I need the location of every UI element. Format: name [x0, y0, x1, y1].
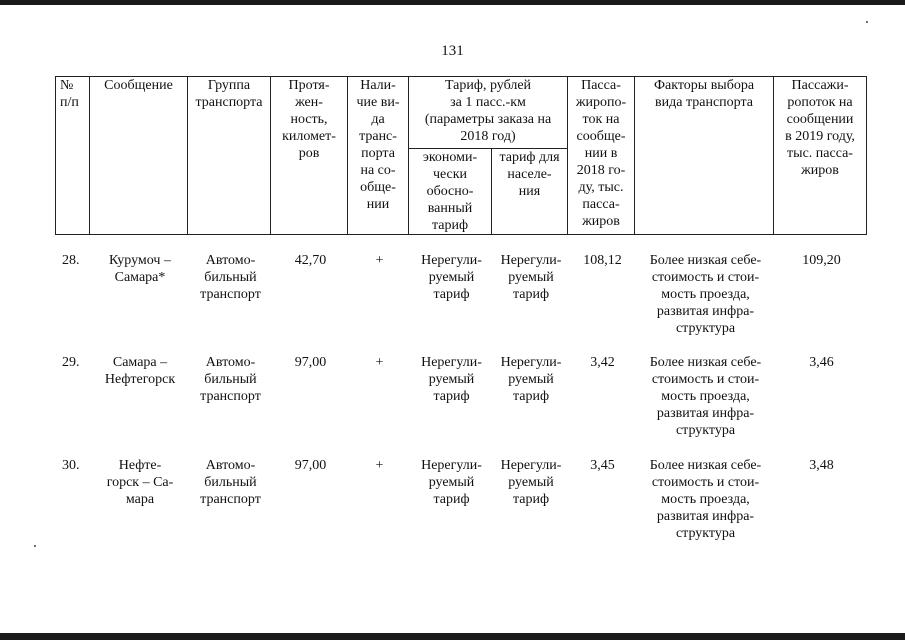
route-cell: Курумоч – Самара* [109, 253, 171, 285]
tariff-pop-cell: Нерегули- руемый тариф [500, 253, 562, 302]
row-number: 29. [62, 355, 80, 370]
table-row [55, 252, 866, 352]
row-number: 28. [62, 253, 80, 268]
header-length: Протя- жен- ность, километ- ров [271, 77, 348, 235]
header-route: Сообщение [90, 77, 188, 235]
transport-group-cell: Автомо- бильный транспорт [200, 458, 261, 507]
header-num: № п/п [56, 77, 90, 235]
factors-cell: Более низкая себе- стоимость и стои- мость проезда, развитая инфра- структура [649, 458, 762, 541]
header-tariff-pop: тариф для населе- ния [492, 149, 568, 235]
length-cell: 42,70 [294, 253, 327, 268]
flow-2019-cell: 109,20 [802, 253, 841, 268]
header-tariff-econ: экономи- чески обосно- ванный тариф [409, 149, 492, 235]
transport-group-cell: Автомо- бильный транспорт [200, 253, 261, 302]
table-row [55, 457, 866, 557]
row-number: 30. [62, 458, 80, 473]
table-row [55, 354, 866, 454]
length-cell: 97,00 [294, 355, 327, 370]
flow-2019-cell: 3,46 [809, 355, 834, 370]
bottom-scan-border [0, 633, 905, 640]
length-cell: 97,00 [294, 458, 327, 473]
page-number: 131 [441, 43, 464, 59]
header-availability: Нали- чие ви- да транс- порта на со- обще- нии [348, 77, 409, 235]
factors-cell: Более низкая себе- стоимость и стои- мость проезда, развитая инфра- структура [649, 355, 762, 438]
flow-2018-cell: 3,45 [590, 458, 615, 473]
transport-group-cell: Автомо- бильный транспорт [200, 355, 261, 404]
scan-speck [866, 21, 868, 23]
header-flow-2019: Пассажи- ропоток на сообщении в 2019 году, тыс. пасса- жиров [774, 77, 867, 235]
availability-cell: + [375, 458, 384, 473]
table-header [55, 76, 867, 235]
availability-cell: + [375, 253, 384, 268]
header-tariff: Тариф, рублей за 1 пасс.-км (параметры заказа на 2018 год) [409, 77, 568, 149]
route-cell: Нефте- горск – Са- мара [106, 458, 174, 507]
route-cell: Самара – Нефтегорск [104, 355, 176, 387]
scan-speck [34, 545, 36, 547]
top-scan-border [0, 0, 905, 5]
flow-2018-cell: 3,42 [590, 355, 615, 370]
tariff-econ-cell: Нерегули- руемый тариф [421, 458, 482, 507]
factors-cell: Более низкая себе- стоимость и стои- мость проезда, развитая инфра- структура [649, 253, 762, 336]
flow-2018-cell: 108,12 [583, 253, 622, 268]
tariff-pop-cell: Нерегули- руемый тариф [500, 458, 562, 507]
availability-cell: + [375, 355, 384, 370]
header-factors: Факторы выбора вида транспорта [635, 77, 774, 235]
header-flow-2018: Пасса- жиропо- ток на сообще- нии в 2018 го- ду, тыс. пасса- жиров [568, 77, 635, 235]
tariff-econ-cell: Нерегули- руемый тариф [421, 355, 482, 404]
tariff-pop-cell: Нерегули- руемый тариф [500, 355, 562, 404]
header-group: Группа транспорта [188, 77, 271, 235]
flow-2019-cell: 3,48 [809, 458, 834, 473]
tariff-econ-cell: Нерегули- руемый тариф [421, 253, 482, 302]
